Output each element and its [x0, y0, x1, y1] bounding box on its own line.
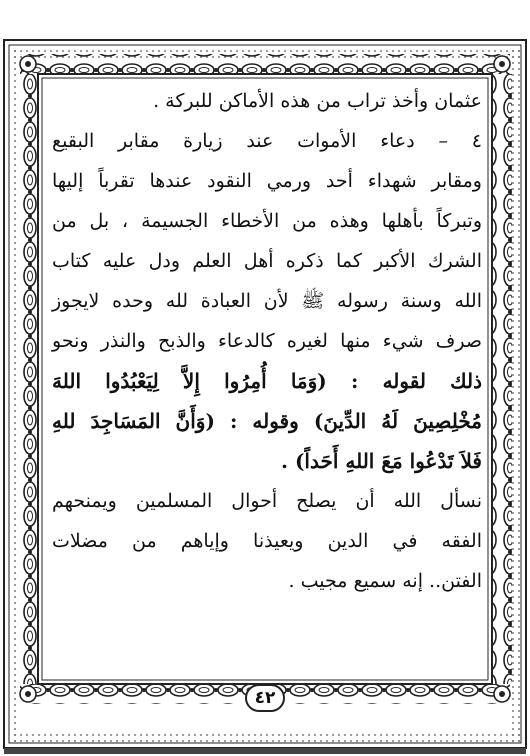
text-line: الفقه في الدين ويعيذنا وإياهم من مضلات — [52, 530, 482, 552]
page-number: ٤٢ — [245, 684, 286, 712]
text-line: ومقابر شهداء أحد ورمي النقود عندها تقرباً إليها — [52, 170, 482, 192]
quran-verse-line: ذلك لقوله : (وَمَا أُمِرُوا إِلاَّ لِيَعْبُدُوا اللهَ — [52, 369, 482, 393]
text-line: صرف شيء منها لغيره كالدعاء والذبح والنذر ونحو — [52, 330, 482, 352]
quran-verse-line: مُخْلِصِينَ لَهُ الدِّينَ) وقوله : (وَأَنَّ المَسَاجِدَ للهِ — [52, 409, 482, 433]
text-line: ٤ – دعاء الأموات عند زيارة مقابر البقيع — [52, 130, 482, 152]
text-line: الفتن.. إنه سميع مجيب . — [288, 570, 482, 592]
page-number-frame — [233, 681, 297, 715]
text-line: نسأل الله أن يصلح أحوال المسلمين ويمنحهم — [52, 490, 482, 512]
text-line: وتبركاً بأهلها وهذه من الأخطاء الجسيمة ، بل من — [52, 210, 482, 232]
text-line: الله وسنة رسوله ﷺ لأن العبادة لله وحده لايجوز — [52, 290, 482, 312]
quran-verse-line: فَلاَ تَدْعُوا مَعَ اللهِ أَحَداً) . — [281, 449, 482, 473]
text-line: الشرك الأكبر كما ذكره أهل العلم ودل عليه كتاب — [52, 250, 482, 272]
text-body — [52, 82, 482, 622]
text-line: عثمان وأخذ تراب من هذه الأماكن للبركة . — [153, 90, 482, 112]
